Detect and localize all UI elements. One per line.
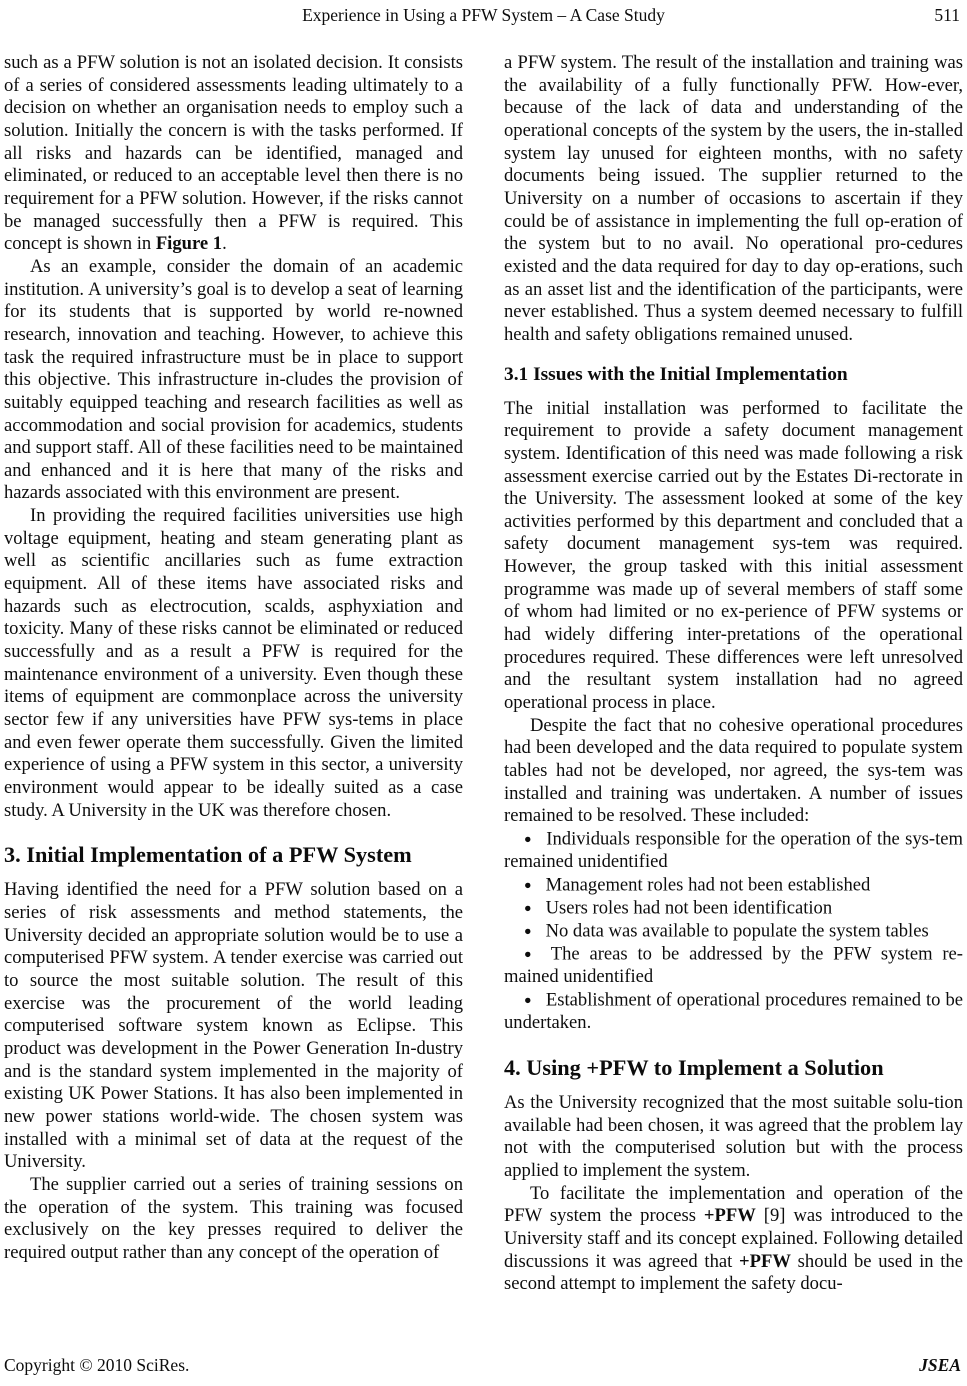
section-heading — [4, 841, 463, 868]
right-column — [504, 52, 963, 1296]
paragraph — [504, 715, 963, 828]
text-run: To facilitate the implementation and operation of the PFW system the process — [504, 1182, 963, 1227]
text-run: should be used in the second attempt to implement the safety docu- — [504, 1250, 963, 1295]
text-run: 3.1 Issues with the Initial Implementation — [504, 363, 848, 385]
text-run: [9] was introduced to the University staff and its concept explained. Following detailed discussions it was agreed that — [504, 1205, 963, 1272]
text-run: Users roles had not been identification — [545, 897, 833, 919]
bullet-icon: ● — [524, 877, 532, 892]
text-run: The supplier carried out a series of training sessions on the operation of the system. This training was focused exclusively on the key presses required to deliver the required output rather than any concept of the operation of — [4, 1173, 463, 1263]
section-heading — [504, 363, 963, 387]
left-column — [4, 52, 463, 1296]
running-title: Experience in Using a PFW System – A Case Study — [302, 5, 665, 25]
paragraph — [504, 1092, 963, 1183]
text-run: The areas to be addressed by the PFW system re-mained unidentified — [504, 943, 963, 988]
text-run: . — [222, 233, 227, 255]
text-run: 4. Using +PFW to Implement a Solution — [504, 1054, 884, 1080]
text-run: Despite the fact that no cohesive operational procedures had been developed and the data required to populate system tables had not be developed, nor agreed, the sys-tem was installed and training was undertaken. A number of issues remained to be resolved. These included: — [504, 714, 963, 827]
copyright-text: Copyright © 2010 SciRes. — [4, 1355, 190, 1375]
emphasized-text: +PFW — [739, 1250, 791, 1272]
text-run: As an example, consider the domain of an academic institution. A university’s goal is to develop a seat of learning for its students that is supported by world re-nowned research, innovation and teaching. However, to achieve this task the required infrastructure must be in place to support this objective. This infrastructure in-cludes the provision of suitably equipped teaching and research facilities as well as accommodation and social provision for academics, students and support staff. All of these facilities need to be maintained and enhanced and it is here that many of the risks and hazards associated with this environment are present. — [4, 255, 463, 504]
paragraph — [504, 398, 963, 715]
bullet-icon: ● — [524, 900, 532, 915]
paragraph — [4, 879, 463, 1174]
text-run: Having identified the need for a PFW solution based on a series of risk assessments and method statements, the University decided an appropriate solution would be to use a computerised PFW system. A tender exercise was carried out to source the most suitable solution. The result of this exercise was the procurement of the world leading computerised software system known as Eclipse. This product was development in the Power Generation In-dustry and is the standard system implemented in the majority of existing UK Power Stations. It has also been implemented in new power stations world-wide. The chosen system was installed with a minimal set of data at the request of the University. — [4, 879, 463, 1173]
two-column-body — [4, 52, 963, 1296]
text-run: Management roles had not been established — [545, 874, 871, 896]
text-run: 3. Initial Implementation of a PFW System — [4, 842, 412, 868]
paragraph — [4, 505, 463, 822]
bullet-item — [504, 920, 963, 943]
paragraph — [504, 1183, 963, 1296]
bullet-icon: ● — [524, 947, 537, 962]
paragraph — [4, 256, 463, 505]
bullet-item — [504, 989, 963, 1035]
bullet-icon: ● — [524, 924, 532, 939]
text-run: The initial installation was performed to facilitate the requirement to provide a safety document management system. Identification of this need was made following a risk assessment exercise carried out by the Estates Di-rectorate in the University. The assessment looked at some of the key activities performed by this department and concluded that a safety document management sys-tem was required. However, the group tasked with this initial assessment programme was made up of several members of staff some of whom had limited or no ex-perience of PFW systems or had widely differing inter-pretations of the operational procedures required. These differences were left unresolved and the resultant system installation had no agreed operational process in place. — [504, 397, 963, 714]
page-number: 511 — [934, 5, 960, 25]
journal-abbrev: JSEA — [919, 1355, 961, 1375]
text-run: No data was available to populate the system tables — [545, 920, 929, 942]
text-run: such as a PFW solution is not an isolated decision. It consists of a series of considered assessments leading ultimately to a decision on whether an organisation needs to employ such a solution. Initially the concern is with the tasks performed. If all risks and hazards can be identified, managed and eliminated, or reduced to an acceptable level then there is no requirement for a PFW solution. However, if the risks cannot be managed successfully then a PFW is required. This concept is shown in — [4, 52, 463, 255]
bullet-item — [504, 828, 963, 874]
section-heading — [504, 1054, 963, 1081]
bullet-icon: ● — [524, 832, 533, 846]
bullet-item — [504, 874, 963, 897]
paragraph — [504, 52, 963, 347]
page-header — [0, 5, 967, 31]
text-run: In providing the required facilities universities use high voltage equipment, heating and steam generating plant as well as scientific ancillaries such as fume extraction equipment. All of these items have associated risks and hazards such as electrocution, scalds, asphyxiation and toxicity. Many of these risks cannot be eliminated or reduced successfully and as a result a PFW is required for the maintenance environment of a university. Even though these items of equipment are commonplace across the university sector few if any universities have PFW sys-tems in place and even fewer operate them successfully. Given the limited experience of using a PFW system in this sector, a university environment would appear to be ideally suited as a case study. A University in the UK was therefore chosen. — [4, 505, 463, 821]
page-footer — [4, 1355, 963, 1377]
emphasized-text: Figure 1 — [155, 233, 223, 255]
bullet-icon: ● — [524, 993, 532, 1008]
paragraph — [4, 52, 463, 256]
text-run: As the University recognized that the most suitable solu-tion available had been chosen, it was agreed that the problem lay not with the computerised solution but with the process applied to implement the system. — [504, 1091, 963, 1181]
text-run: a PFW system. The result of the installation and training was the availability of a fully functionally PFW. How-ever, because of the lack of data and understanding of the operational concepts of the system by the users, the in-stalled system lay unused for eighteen months, with no safety documents being issued. The supplier returned to the University on a number of occasions to ascertain if they could be of assistance in implementing the full op-eration of the system but to no avail. No operational pro-cedures existed and the data required for day to day op-erations, such as an asset list and the identification of the participants, were never established. Thus a system deemed necessary to fulfill health and safety obligations remained unused. — [504, 52, 963, 345]
bullet-item — [504, 943, 963, 989]
text-run: Establishment of operational procedures remained to be undertaken. — [504, 989, 963, 1034]
emphasized-text: +PFW — [703, 1205, 756, 1227]
bullet-item — [504, 897, 963, 920]
text-run: Individuals responsible for the operation of the sys-tem remained unidentified — [504, 828, 963, 873]
paragraph — [4, 1174, 463, 1265]
